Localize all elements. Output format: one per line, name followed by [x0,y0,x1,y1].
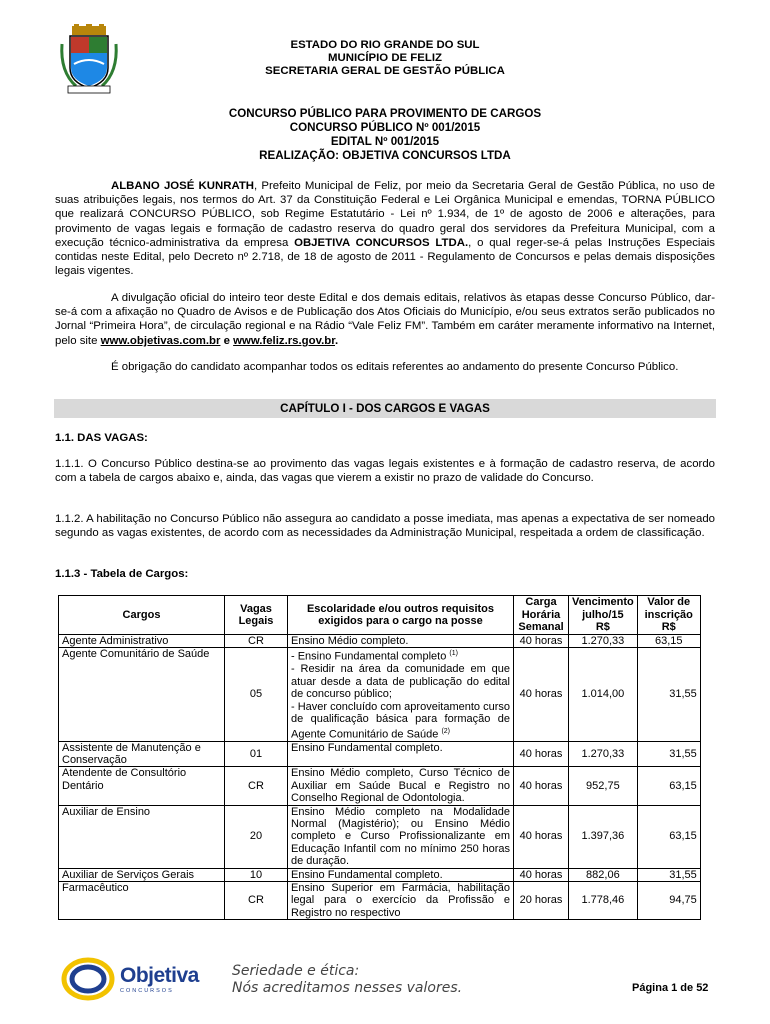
cell-cargo: Farmacêutico [59,882,225,920]
col-header-escolaridade: Escolaridade e/ou outros requisitos exigidos para o cargo na posse [288,596,514,635]
intro-p2-text: A divulgação oficial do inteiro teor deste Edital e dos demais editais, relativos às etapas desse Concurso Público, dar-se-á com a afixação no Quadro de Avisos e de Publicação dos Atos Oficiais do Município, e/ou seus extratos serão publicados no Jornal “Primeira Hora”, de circulação regional e na Rádio “Vale Feliz FM”. Também em caráter meramente informativo na Internet, pelo site [55,292,715,347]
cell-vencimento: 1.397,36 [569,805,638,868]
cell-escolaridade [288,648,514,741]
document-titles [150,107,620,163]
cell-carga: 40 horas [514,741,569,767]
table-header-row [59,596,701,635]
intro-p2-and: e [220,334,234,347]
cell-cargo: Agente Administrativo [59,635,225,648]
cell-vagas: CR [225,767,288,805]
cell-carga: 40 horas [514,868,569,881]
cell-carga: 40 horas [514,805,569,868]
req-residence: - Residir na área da comunidade em que atuar desde a data de publicação do edital de concurso público; [291,663,510,701]
table-row [59,805,701,868]
cell-cargo: Auxiliar de Ensino [59,805,225,868]
cell-valor: 31,55 [637,868,700,881]
cell-vagas: 20 [225,805,288,868]
municipality-name: MUNICÍPIO DE FELIZ [328,52,442,64]
secretariat-name: SECRETARIA GERAL DE GESTÃO PÚBLICA [265,65,505,77]
title-edital-number: EDITAL Nº 001/2015 [330,135,440,148]
cell-valor: 94,75 [637,882,700,920]
cell-valor: 31,55 [637,741,700,767]
logo-subtext: CONCURSOS [120,988,174,994]
table-row [59,635,701,648]
positions-table [58,595,701,920]
objetivas-link[interactable]: www.objetivas.com.br [100,334,221,347]
col-header-vagas: Vagas Legais [225,596,288,635]
cell-vagas: 05 [225,648,288,741]
cell-vencimento: 1.014,00 [569,648,638,741]
table-row [59,648,701,741]
cell-vagas: CR [225,635,288,648]
cell-cargo: Auxiliar de Serviços Gerais [59,868,225,881]
table-row [59,767,701,805]
cell-vencimento: 1.270,33 [569,741,638,767]
cell-escolaridade: Ensino Superior em Farmácia, habilitação legal para o exercício da Profissão e Registro no respectivo [288,882,514,920]
mayor-name: ALBANO JOSÉ KUNRATH [111,180,255,192]
section-1-1-2: 1.1.2. A habilitação no Concurso Público não assegura ao candidato a posse imediata, mas apenas a expectativa de ser nomeado segundo as vagas existentes, de acordo com as necessidades da Administração Municipal, respeitada a ordem de classificação. [55,513,715,540]
title-organizer: REALIZAÇÃO: OBJETIVA CONCURSOS LTDA [259,149,511,162]
cell-cargo: Agente Comunitário de Saúde [59,648,225,741]
cell-carga: 40 horas [514,767,569,805]
cell-escolaridade: Ensino Médio completo na Modalidade Normal (Magistério); ou Ensino Médio completo e Curso Profissionalizante em Educação Infantil com no mínimo 250 horas de duração. [288,805,514,868]
table-row [59,741,701,767]
col-header-carga: Carga Horária Semanal [514,596,569,635]
logo-wordmark: Objetiva [120,964,199,987]
cell-valor: 31,55 [637,648,700,741]
footer-slogan [232,963,462,997]
cell-vagas: 10 [225,868,288,881]
table-row [59,868,701,881]
footnote-2: (2) [441,727,451,735]
intro-paragraph-3: É obrigação do candidato acompanhar todos os editais referentes ao andamento do presente Concurso Público. [111,361,679,373]
cell-valor: 63,15 [637,805,700,868]
section-1-1-title: 1.1. DAS VAGAS: [55,432,148,444]
req-course: - Haver concluído com aproveitamento curso de qualificação básica para formação de Agente Comunitário de Saúde [291,700,510,741]
chapter-title: CAPÍTULO I - DOS CARGOS E VAGAS [54,399,716,418]
intro-paragraph-2 [55,291,715,348]
cell-carga: 40 horas [514,648,569,741]
cell-carga: 40 horas [514,635,569,648]
footnote-1: (1) [449,650,458,658]
state-name: ESTADO DO RIO GRANDE DO SUL [290,39,480,51]
cell-vagas: CR [225,882,288,920]
slogan-line-2: Nós acreditamos nesses valores. [232,980,463,996]
req-fundamental: - Ensino Fundamental completo [291,651,447,664]
cell-escolaridade: Ensino Médio completo. [288,635,514,648]
title-contest: CONCURSO PÚBLICO PARA PROVIMENTO DE CARGOS [228,107,542,120]
section-1-1-1: 1.1.1. O Concurso Público destina-se ao provimento das vagas legais existentes e à formação de cadastro reserva, de acordo com a tabela de cargos abaixo e, ainda, das vagas que vierem a existir no prazo de validade do Concurso. [55,458,715,485]
cell-vencimento: 1.270,33 [569,635,638,648]
page-number: Página 1 de 52 [632,982,709,994]
intro-p1-text: , Prefeito Municipal de Feliz, por meio da Secretaria Geral de Gestão Pública, no uso de suas atribuições legais, nos termos do Art. 37 da Constituição Federal e Lei Orgânica Municipal e emendas, TORNA PÚBLICO que realizará CONCURSO PÚBLICO, sob Regime Estatutário - Lei nº 1.934, de 1º de agosto de 2006 e alterações, para provimento de vagas legais e formação de cadastro reserva do quadro geral dos servidores da Prefeitura Municipal, com a execução técnico-administrativa da empresa [55,180,715,249]
objetiva-logo [60,955,220,1004]
cell-vencimento: 952,75 [569,767,638,805]
cell-vagas: 01 [225,741,288,767]
col-header-valor: Valor de inscrição R$ [637,596,700,635]
col-header-cargos: Cargos [59,596,225,635]
company-name: OBJETIVA CONCURSOS LTDA. [294,236,469,249]
cell-vencimento: 882,06 [569,868,638,881]
cell-valor: 63,15 [637,635,700,648]
cell-escolaridade: Ensino Fundamental completo. [288,868,514,881]
cell-vencimento: 1.778,46 [569,882,638,920]
title-contest-number: CONCURSO PÚBLICO Nº 001/2015 [289,121,481,134]
cell-escolaridade: Ensino Médio completo, Curso Técnico de Auxiliar em Saúde Bucal e Registro no Conselho Regional de Odontologia. [288,767,514,805]
cell-valor: 63,15 [637,767,700,805]
col-header-vencimento: Vencimento julho/15 R$ [569,596,638,635]
cell-escolaridade: Ensino Fundamental completo. [288,741,514,767]
municipal-coat-of-arms [58,24,120,96]
cell-cargo: Assistente de Manutenção e Conservação [59,741,225,767]
cell-carga: 20 horas [514,882,569,920]
section-1-1-3: 1.1.3 - Tabela de Cargos: [55,568,189,580]
intro-p2-end: . [335,334,339,347]
cell-cargo: Atendente de Consultório Dentário [59,767,225,805]
feliz-link[interactable]: www.feliz.rs.gov.br [233,334,336,347]
slogan-line-1: Seriedade e ética: [232,963,360,979]
header [150,39,620,78]
intro-p1-tail: , o qual reger-se-á pelas Instruções Especiais contidas neste Edital, pelo Decreto nº 2.718, de 18 de agosto de 2011 - Regulamento de Concursos e pelas demais disposições legais vigentes. [55,236,716,278]
intro-paragraph-1 [55,179,715,278]
table-row [59,882,701,920]
